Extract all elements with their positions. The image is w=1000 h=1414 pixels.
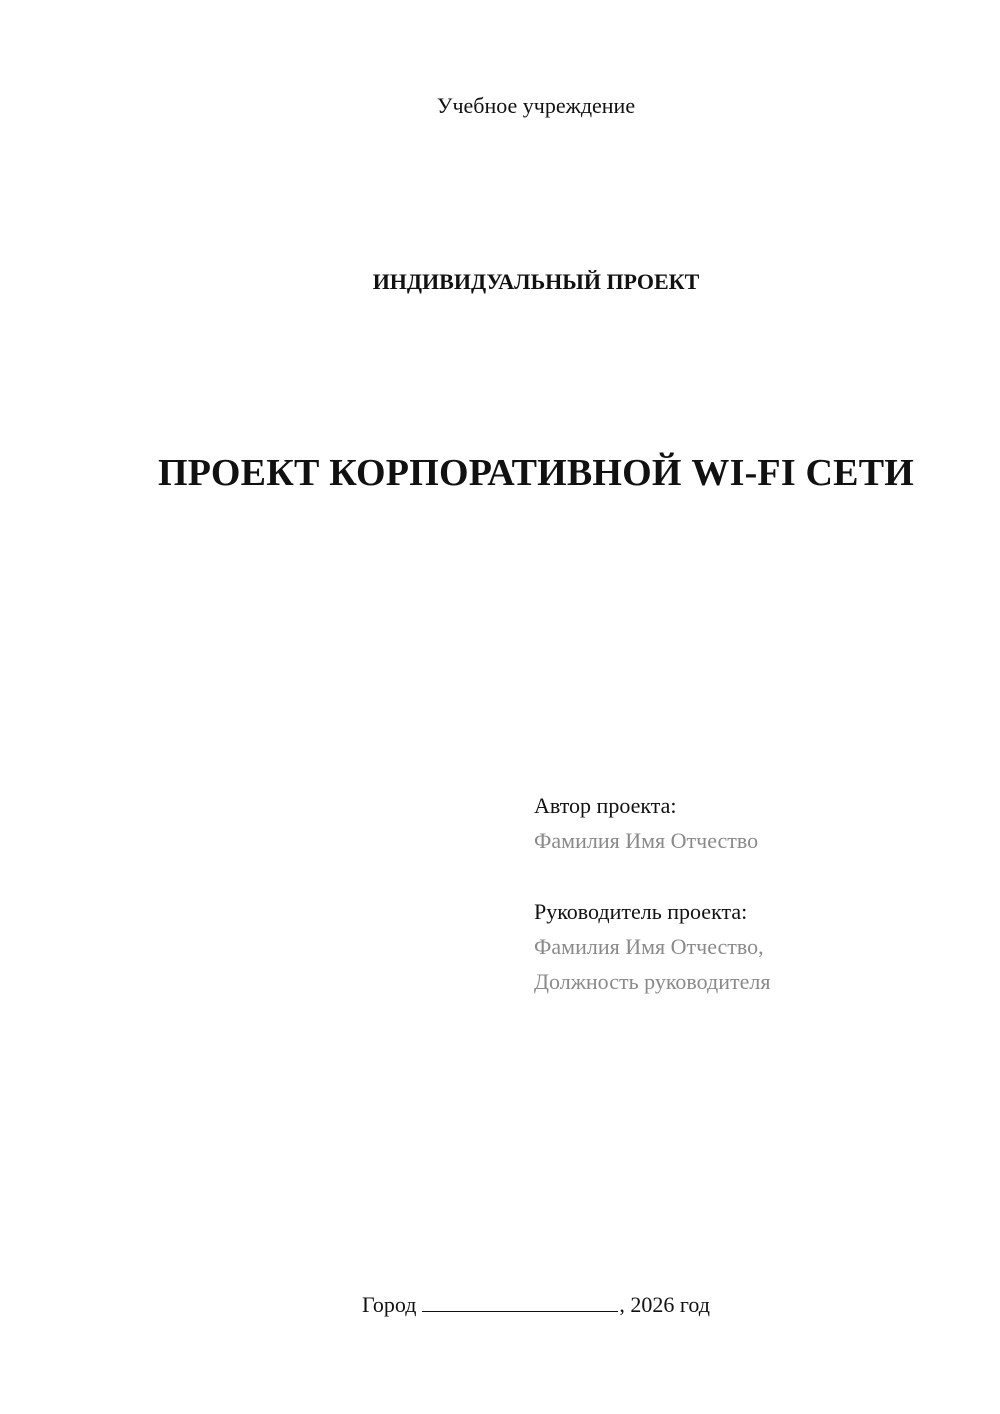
author-name: Фамилия Имя Отчество <box>534 828 759 853</box>
spacer <box>534 858 974 894</box>
year-text: , 2026 год <box>619 1292 710 1317</box>
institution-name: Учебное учреждение <box>436 93 636 118</box>
footer-city-year <box>0 1291 1000 1319</box>
document-title: ПРОЕКТ КОРПОРАТИВНОЙ WI-FI СЕТИ <box>157 452 915 494</box>
supervisor-name: Фамилия Имя Отчество, <box>534 934 764 959</box>
city-blank-line <box>422 1291 618 1312</box>
project-people-block <box>534 788 974 999</box>
author-label: Автор проекта: <box>534 793 677 818</box>
document-type: ИНДИВИДУАЛЬНЫЙ ПРОЕКТ <box>372 269 700 294</box>
supervisor-label: Руководитель проекта: <box>534 899 748 924</box>
supervisor-position: Должность руководителя <box>534 969 771 994</box>
city-label: Город <box>362 1292 417 1317</box>
